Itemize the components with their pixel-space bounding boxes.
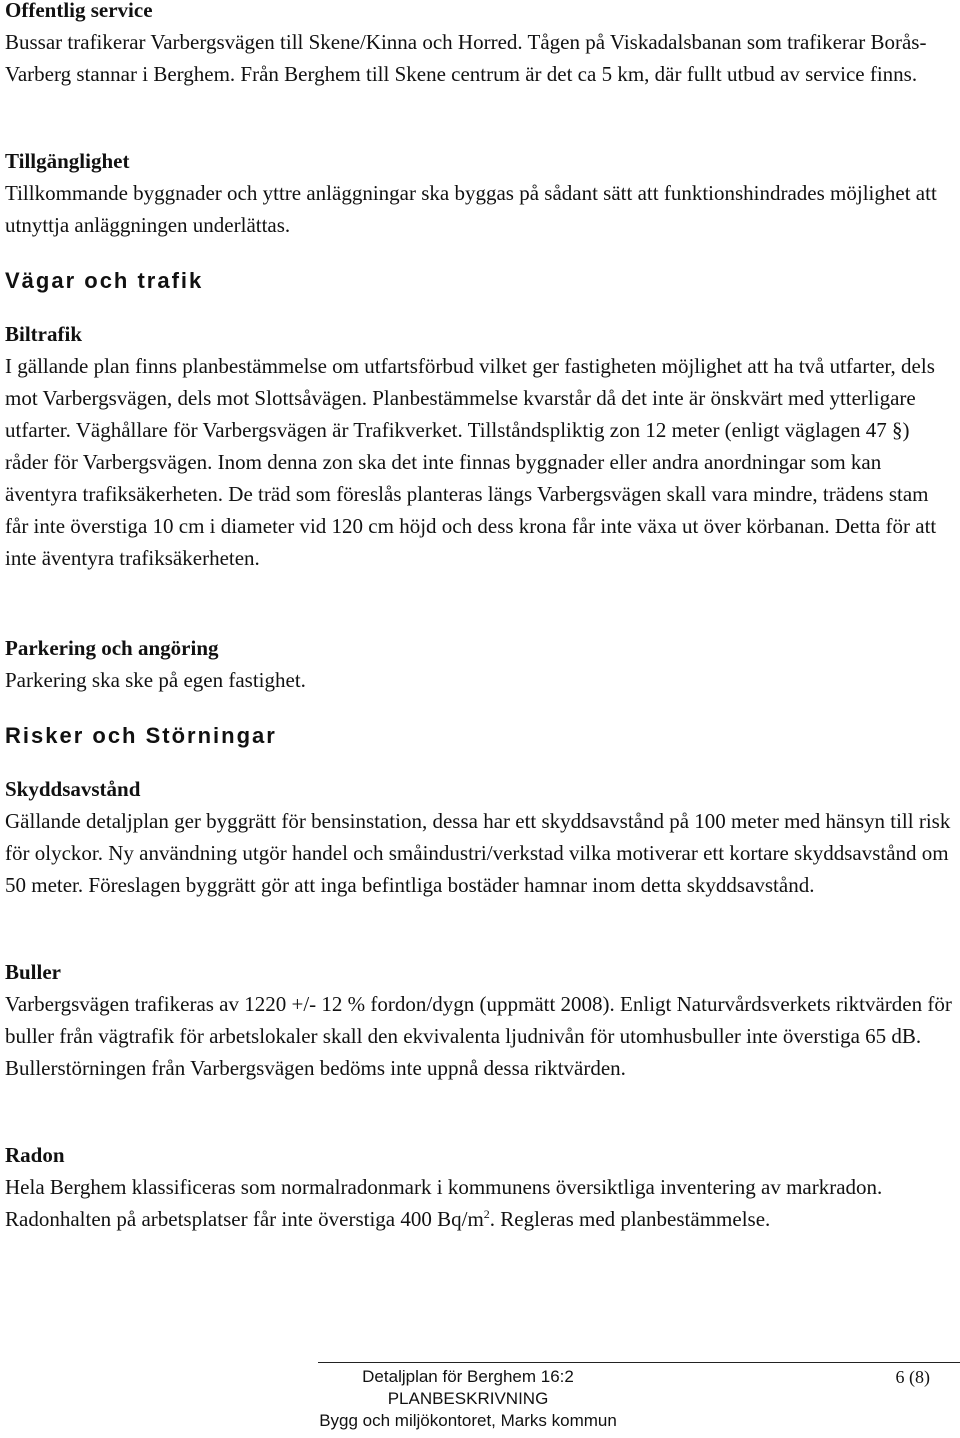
footer-plan-title: Detaljplan för Berghem 16:2 [362, 1367, 574, 1386]
footer-department: Bygg och miljökontoret, Marks kommun [319, 1411, 617, 1430]
section-parkering [5, 632, 955, 696]
section-tillganglighet [5, 145, 955, 241]
paragraph-offentlig-service: Bussar trafikerar Varbergsvägen till Skene/Kinna och Horred. Tågen på Viskadalsbanan som trafikerar Borås-Varberg stannar i Berghem. Från Berghem till Skene centrum är det ca 5 km, där fullt utbud av service finns. [5, 30, 927, 86]
heading-tillganglighet: Tillgänglighet [5, 149, 130, 173]
heading-biltrafik: Biltrafik [5, 322, 82, 346]
paragraph-radon [5, 1171, 955, 1235]
paragraph-parkering: Parkering ska ske på egen fastighet. [5, 668, 306, 692]
heading-vagar-och-trafik: Vägar och trafik [5, 268, 204, 293]
section-skyddsavstand [5, 773, 955, 901]
section-biltrafik [5, 318, 955, 574]
footer-divider [318, 1362, 960, 1363]
paragraph-buller: Varbergsvägen trafikeras av 1220 +/- 12 % fordon/dygn (uppmätt 2008). Enligt Naturvårdsverkets riktvärden för buller från vägtrafik för arbetslokaler skall den ekvivalenta ljudnivån för utomhusbuller inte överstiga 65 dB. Bullerstörningen från Varbergsvägen bedöms inte uppnå dessa riktvärden. [5, 992, 952, 1080]
footer-document-type: PLANBESKRIVNING [387, 1389, 549, 1408]
paragraph-biltrafik: I gällande plan finns planbestämmelse om utfartsförbud vilket ger fastigheten möjlighet att ha två utfarter, dels mot Varbergsvägen, dels mot Slottsåvägen. Planbestämmelse kvarstår då det inte är önskvärt med ytterligare utfarter. Väghållare för Varbergsvägen är Trafikverket. Tillståndspliktig zon 12 meter (enligt väglagen 47 §) råder för Varbergsvägen. Inom denna zon ska det inte finnas byggnader eller andra anordningar som kan äventyra trafiksäkerheten. De träd som föreslås planteras längs Varbergsvägen skall vara mindre, trädens stam får inte överstiga 10 cm i diameter vid 120 cm höjd och dess krona får inte växa ut över körbanan. Detta för att inte äventyra trafiksäkerheten. [5, 354, 937, 570]
radon-text-part2: . Regleras med planbestämmelse. [489, 1207, 771, 1231]
radon-superscript: 2 [483, 1207, 490, 1221]
paragraph-skyddsavstand: Gällande detaljplan ger byggrätt för bensinstation, dessa har ett skyddsavstånd på 100 meter med hänsyn till risk för olyckor. Ny användning utgör handel och småindustri/verkstad vilka motiverar ett kortare skyddsavstånd om 50 meter. Föreslagen byggrätt gör att inga befintliga bostäder hamnar inom detta skyddsavstånd. [5, 809, 951, 897]
section-vagar-och-trafik [5, 265, 955, 297]
heading-buller: Buller [5, 960, 61, 984]
section-risker-och-storningar [5, 720, 955, 752]
heading-radon: Radon [5, 1143, 65, 1167]
section-offentlig-service [5, 0, 955, 90]
page-number: 6 (8) [895, 1367, 930, 1387]
heading-parkering: Parkering och angöring [5, 636, 219, 660]
heading-offentlig-service: Offentlig service [5, 0, 153, 22]
heading-skyddsavstand: Skyddsavstånd [5, 777, 141, 801]
radon-text-part1: Hela Berghem klassificeras som normalradonmark i kommunens översiktliga inventering av markradon. Radonhalten på arbetsplatser får inte överstiga 400 Bq/m [5, 1175, 883, 1231]
paragraph-tillganglighet: Tillkommande byggnader och yttre anläggningar ska byggas på sådant sätt att funktionshindrades möjlighet att utnyttja anläggningen underlättas. [5, 181, 937, 237]
footer-info [318, 1366, 618, 1432]
heading-risker-och-storningar: Risker och Störningar [5, 723, 277, 748]
section-buller [5, 956, 955, 1084]
section-radon [5, 1139, 955, 1235]
